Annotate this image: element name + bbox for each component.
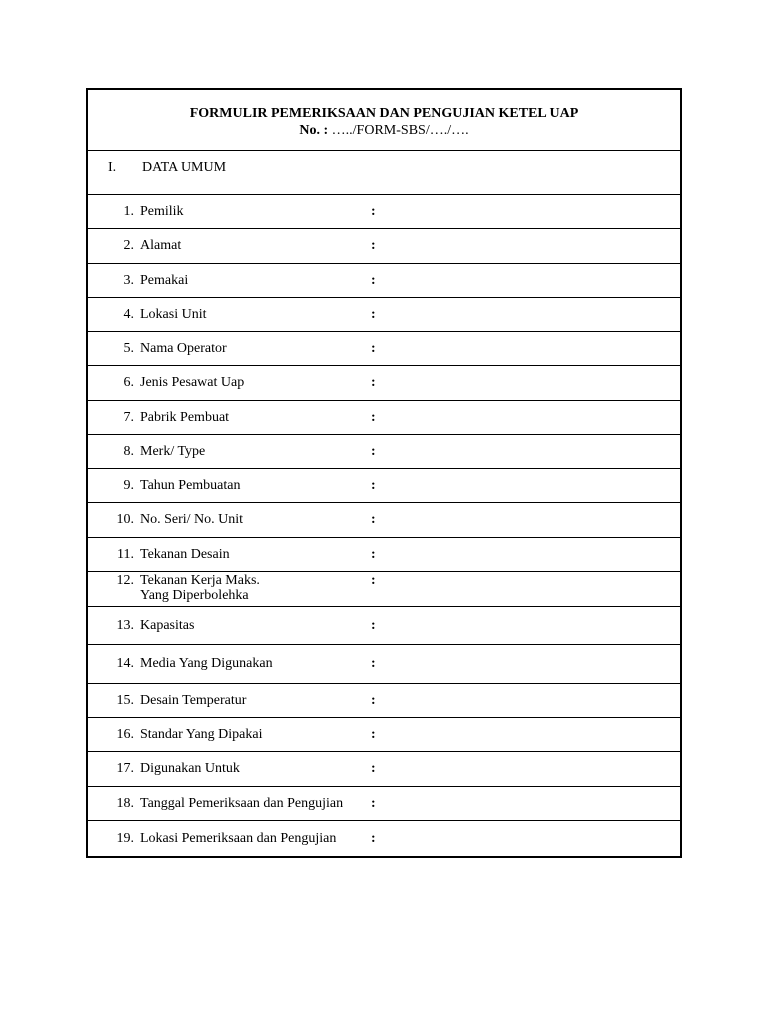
row-colon: : bbox=[371, 656, 376, 671]
row-colon: : bbox=[371, 307, 376, 322]
table-row bbox=[88, 366, 680, 401]
row-colon: : bbox=[371, 831, 376, 846]
row-colon: : bbox=[371, 512, 376, 527]
row-label bbox=[140, 478, 241, 493]
inspection-form bbox=[86, 88, 682, 858]
row-number: 15. bbox=[116, 693, 134, 708]
row-label-line: Desain Temperatur bbox=[140, 693, 247, 708]
row-number: 10. bbox=[116, 512, 134, 527]
row-colon: : bbox=[371, 444, 376, 459]
row-label bbox=[140, 410, 229, 425]
table-row bbox=[88, 645, 680, 684]
row-colon: : bbox=[371, 761, 376, 776]
form-number bbox=[88, 122, 680, 139]
row-label bbox=[140, 444, 205, 459]
table-row bbox=[88, 821, 680, 856]
row-label bbox=[140, 547, 230, 562]
row-label-line: Tekanan Desain bbox=[140, 547, 230, 562]
row-label bbox=[140, 238, 181, 253]
table-row bbox=[88, 607, 680, 645]
table-row bbox=[88, 503, 680, 538]
row-label bbox=[140, 656, 273, 671]
row-colon: : bbox=[371, 693, 376, 708]
row-label-line: Nama Operator bbox=[140, 341, 227, 356]
table-row bbox=[88, 787, 680, 821]
row-label bbox=[140, 341, 227, 356]
table-row bbox=[88, 718, 680, 752]
row-label bbox=[140, 512, 243, 527]
row-number: 17. bbox=[116, 761, 134, 776]
table-row bbox=[88, 469, 680, 503]
form-header bbox=[88, 90, 680, 151]
row-label bbox=[140, 307, 207, 322]
form-number-label: No. : bbox=[299, 123, 329, 138]
row-label-line: Lokasi Pemeriksaan dan Pengujian bbox=[140, 831, 337, 846]
row-number: 16. bbox=[116, 727, 134, 742]
row-label bbox=[140, 573, 260, 603]
row-label bbox=[140, 796, 343, 811]
row-label-line: Tahun Pembuatan bbox=[140, 478, 241, 493]
table-row bbox=[88, 229, 680, 264]
table-row bbox=[88, 435, 680, 469]
row-label-line: Pemakai bbox=[140, 273, 189, 288]
row-number: 2. bbox=[123, 238, 134, 253]
table-row bbox=[88, 195, 680, 229]
row-number: 3. bbox=[123, 273, 134, 288]
row-colon: : bbox=[371, 618, 376, 633]
row-label bbox=[140, 727, 263, 742]
row-colon: : bbox=[371, 273, 376, 288]
row-label bbox=[140, 618, 194, 633]
form-number-value: …../FORM-SBS/…./…. bbox=[331, 123, 469, 138]
row-label-line: Standar Yang Dipakai bbox=[140, 727, 263, 742]
table-row bbox=[88, 538, 680, 572]
row-label-line: Tanggal Pemeriksaan dan Pengujian bbox=[140, 796, 344, 811]
data-rows bbox=[88, 195, 680, 856]
table-row bbox=[88, 684, 680, 718]
row-number: 19. bbox=[116, 831, 134, 846]
row-colon: : bbox=[371, 478, 376, 493]
row-label-line: Pabrik Pembuat bbox=[140, 410, 230, 425]
row-number: 18. bbox=[116, 796, 134, 811]
section-title: DATA UMUM bbox=[142, 160, 227, 175]
table-row bbox=[88, 572, 680, 607]
row-label bbox=[140, 761, 240, 776]
row-label-line: Media Yang Digunakan bbox=[140, 656, 273, 671]
row-label-line: Merk/ Type bbox=[140, 444, 206, 459]
row-number: 1. bbox=[123, 204, 134, 219]
row-number: 11. bbox=[117, 547, 134, 562]
row-number: 4. bbox=[123, 307, 134, 322]
row-colon: : bbox=[371, 573, 376, 588]
row-number: 5. bbox=[123, 341, 134, 356]
table-row bbox=[88, 401, 680, 435]
row-number: 12. bbox=[116, 573, 134, 588]
row-label-line: Kapasitas bbox=[140, 618, 195, 633]
row-number: 14. bbox=[116, 656, 134, 671]
row-label-line: Tekanan Kerja Maks. bbox=[140, 573, 260, 588]
row-colon: : bbox=[371, 341, 376, 356]
row-label-line: Jenis Pesawat Uap bbox=[140, 375, 245, 390]
row-number: 13. bbox=[116, 618, 134, 633]
table-row bbox=[88, 332, 680, 366]
row-colon: : bbox=[371, 796, 376, 811]
row-number: 8. bbox=[123, 444, 134, 459]
row-colon: : bbox=[371, 410, 376, 425]
row-colon: : bbox=[371, 727, 376, 742]
row-colon: : bbox=[371, 204, 376, 219]
row-colon: : bbox=[371, 547, 376, 562]
row-label-line: No. Seri/ No. Unit bbox=[140, 512, 244, 527]
row-label-line: Alamat bbox=[140, 238, 182, 253]
row-label-line: Pemilik bbox=[140, 204, 184, 219]
table-row bbox=[88, 298, 680, 332]
row-label bbox=[140, 375, 244, 390]
row-label bbox=[140, 204, 184, 219]
row-label bbox=[140, 831, 336, 846]
row-colon: : bbox=[371, 375, 376, 390]
row-number: 9. bbox=[123, 478, 134, 493]
form-title: FORMULIR PEMERIKSAAN DAN PENGUJIAN KETEL UAP bbox=[189, 106, 579, 121]
row-label bbox=[140, 693, 246, 708]
row-label-line: Yang Diperbolehka bbox=[140, 588, 249, 603]
row-label bbox=[140, 273, 188, 288]
row-colon: : bbox=[371, 238, 376, 253]
row-label-line: Lokasi Unit bbox=[140, 307, 207, 322]
section-numeral: I. bbox=[108, 160, 117, 175]
row-label-line: Digunakan Untuk bbox=[140, 761, 240, 776]
section-heading bbox=[88, 151, 680, 195]
table-row bbox=[88, 752, 680, 787]
row-number: 7. bbox=[123, 410, 134, 425]
row-number: 6. bbox=[123, 375, 134, 390]
table-row bbox=[88, 264, 680, 298]
